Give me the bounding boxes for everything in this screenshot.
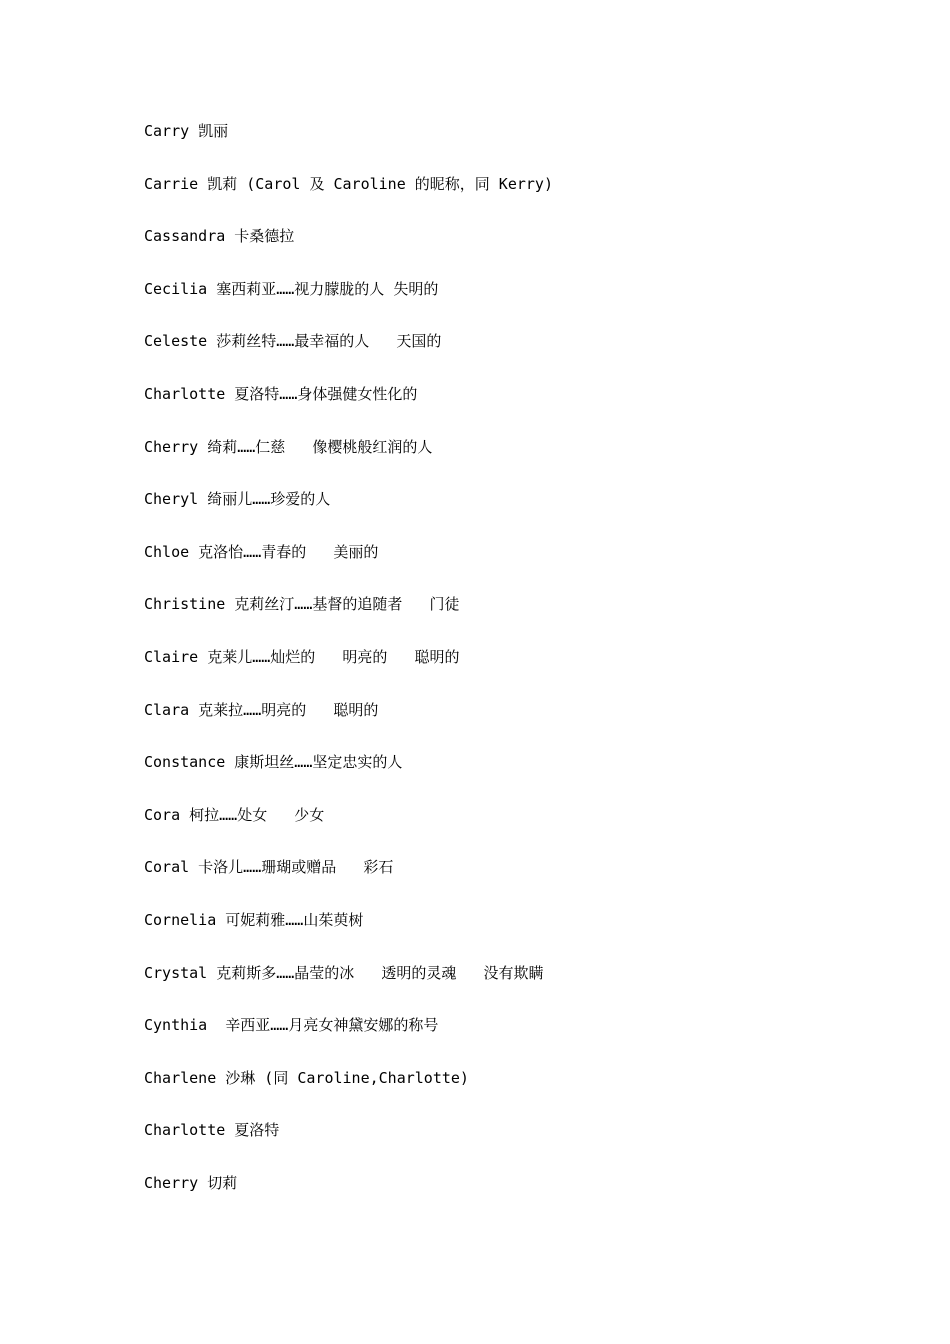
list-item: Carry 凯丽: [144, 122, 229, 140]
list-item: Cherry 切莉: [144, 1173, 238, 1192]
list-item: Cheryl 绮丽儿……珍爱的人: [144, 490, 331, 509]
list-item: Charlotte 夏洛特: [144, 1121, 280, 1140]
name-list: [144, 121, 553, 1225]
list-item: Crystal 克莉斯多……晶莹的冰 透明的灵魂 没有欺瞒: [144, 963, 544, 982]
list-item: Charlotte 夏洛特……身体强健女性化的: [144, 384, 418, 403]
list-item: Carrie 凯莉 (Carol 及 Caroline 的昵称，同 Kerry): [144, 174, 553, 193]
list-item: Constance 康斯坦丝……坚定忠实的人: [144, 753, 403, 772]
list-item: Charlene 沙琳 (同 Caroline,Charlotte): [144, 1068, 469, 1087]
list-item: Cornelia 可妮莉雅……山茱萸树: [144, 910, 364, 929]
list-item: Coral 卡洛儿……珊瑚或赠品 彩石: [144, 858, 394, 877]
list-item: Cassandra 卡桑德拉: [144, 227, 295, 246]
list-item: Cora 柯拉……处女 少女: [144, 805, 325, 824]
list-item: Cecilia 塞西莉亚……视力朦胧的人 失明的: [144, 279, 439, 298]
list-item: Clara 克莱拉……明亮的 聪明的: [144, 700, 379, 719]
list-item: Claire 克莱儿……灿烂的 明亮的 聪明的: [144, 647, 460, 666]
list-item: Cherry 绮莉……仁慈 像樱桃般红润的人: [144, 437, 433, 456]
list-item: Celeste 莎莉丝特……最幸福的人 天国的: [144, 332, 442, 351]
list-item: Cynthia 辛西亚……月亮女神黛安娜的称号: [144, 1016, 439, 1035]
list-item: Christine 克莉丝汀……基督的追随者 门徒: [144, 595, 460, 614]
list-item: Chloe 克洛怡……青春的 美丽的: [144, 542, 379, 561]
